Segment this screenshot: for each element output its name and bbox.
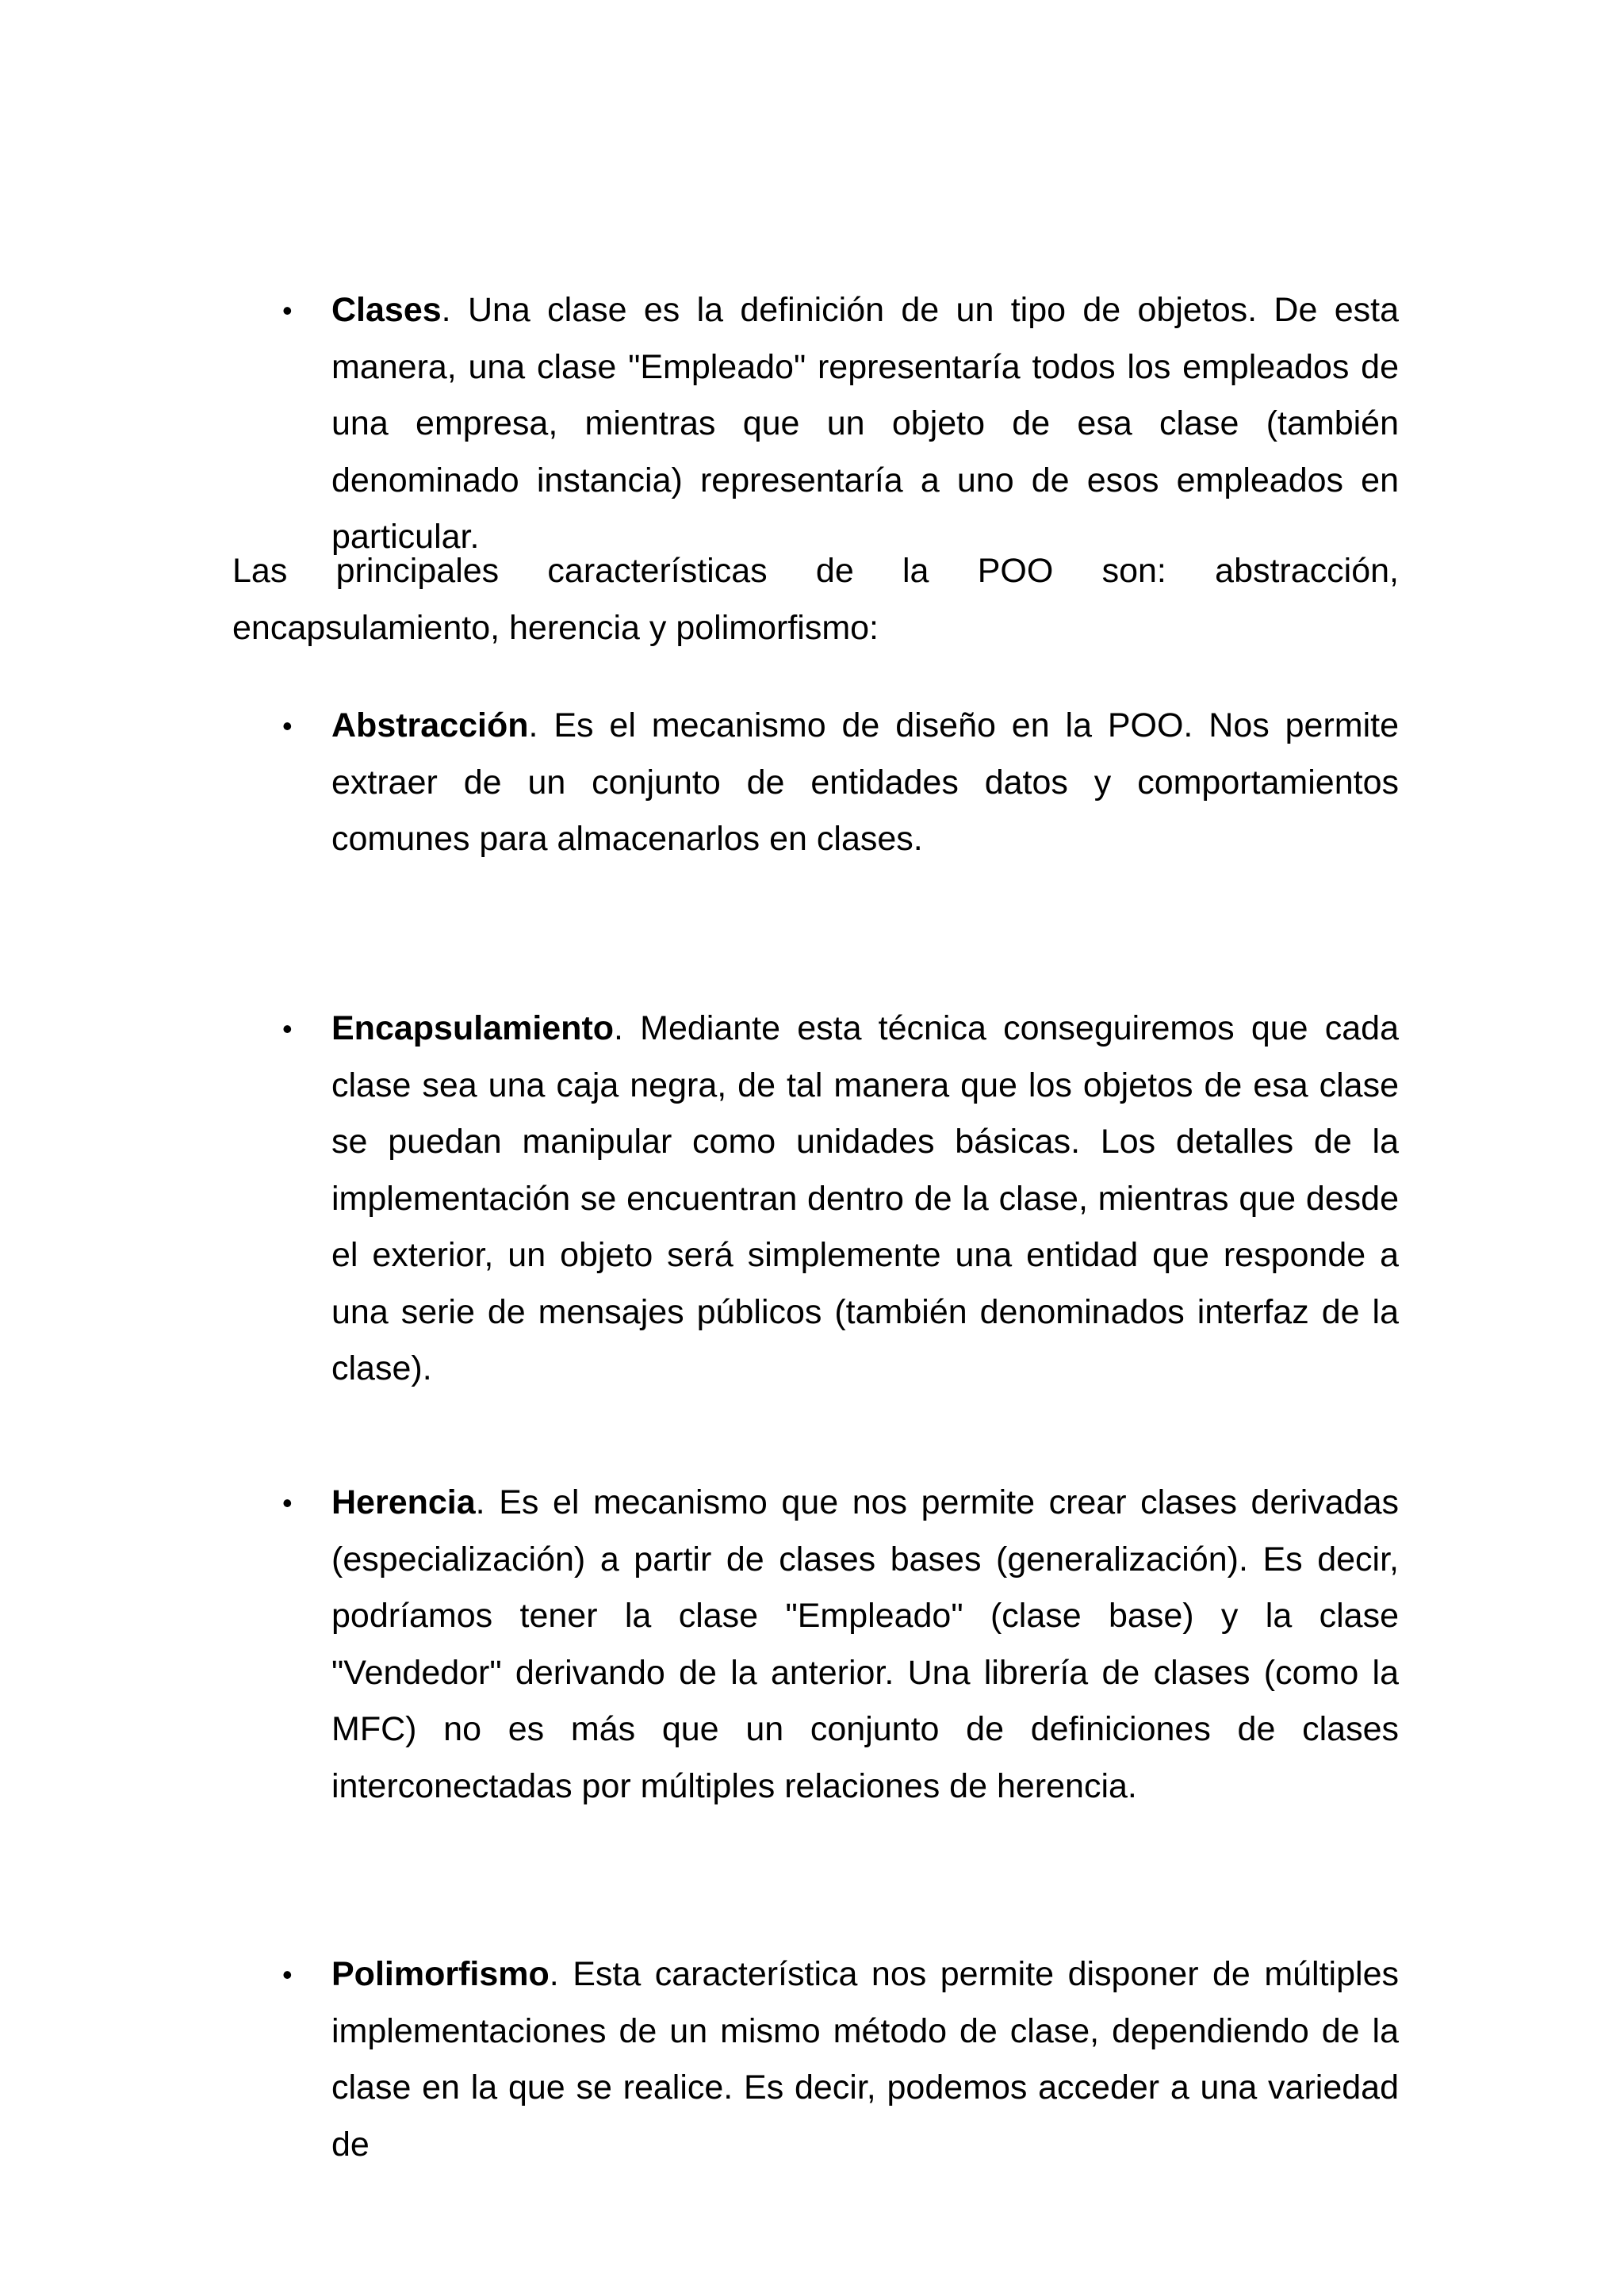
bullet-item-herencia — [282, 1475, 1399, 1815]
bullet-icon: • — [282, 1487, 293, 1519]
intro-paragraph: Las principales características de la POO son: abstracción, encapsulamiento, herencia y polimorfismo: — [232, 552, 1399, 647]
definition-abstraccion: . Es el mecanismo de diseño en la POO. Nos permite extraer de un conjunto de entidades datos y comportamientos comunes para almacenarlos en clases. — [331, 706, 1399, 858]
term-abstraccion: Abstracción — [331, 706, 529, 744]
bullet-item-clases — [282, 282, 1399, 566]
term-herencia: Herencia — [331, 1483, 476, 1521]
bullet-item-encapsulamiento — [282, 1001, 1399, 1398]
term-encapsulamiento: Encapsulamiento — [331, 1009, 615, 1047]
definition-encapsulamiento: . Mediante esta técnica conseguiremos que cada clase sea una caja negra, de tal manera que los objetos de esa clase se puedan manipular como unidades básicas. Los detalles de la implementación se encuentran dentro de la clase, mientras que desde el exterior, un objeto será simplemente una entidad que responde a una serie de mensajes públicos (también denominados interfaz de la clase). — [331, 1009, 1399, 1387]
definition-herencia: . Es el mecanismo que nos permite crear clases derivadas (especialización) a partir de clases bases (generalización). Es decir, podríamos tener la clase "Empleado" (clase base) y la clase "Vendedor" derivando de la anterior. Una librería de clases (como la MFC) no es más que un conjunto de definiciones de clases interconectadas por múltiples relaciones de herencia. — [331, 1483, 1399, 1805]
bullet-icon: • — [282, 710, 293, 742]
bullet-icon: • — [282, 1012, 293, 1045]
bullet-icon: • — [282, 294, 293, 327]
term-clases: Clases — [331, 291, 442, 329]
definition-clases: . Una clase es la definición de un tipo de objetos. De esta manera, una clase "Empleado" representaría todos los empleados de una empresa, mientras que un objeto de esa clase (también denominado instancia) representaría a uno de esos empleados en particular. — [331, 291, 1399, 556]
bullet-icon: • — [282, 1958, 293, 1991]
term-polimorfismo: Polimorfismo — [331, 1955, 550, 1993]
bullet-item-polimorfismo — [282, 1946, 1399, 2173]
definition-polimorfismo: . Esta característica nos permite disponer de múltiples implementaciones de un mismo método de clase, dependiendo de la clase en la que se realice. Es decir, podemos acceder a una variedad de — [331, 1955, 1399, 2164]
bullet-item-abstraccion — [282, 698, 1399, 868]
